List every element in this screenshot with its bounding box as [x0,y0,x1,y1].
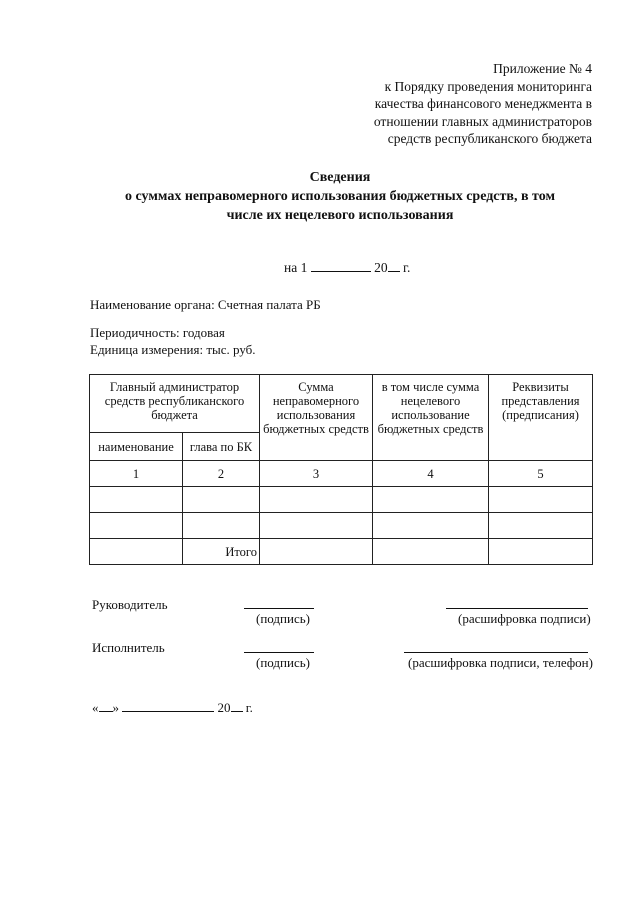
table-cell [489,539,593,565]
date-suffix: г. [402,260,411,275]
table-cell [260,539,373,565]
table-cell [90,487,183,513]
footer-date [92,699,253,716]
appendix-header [374,60,592,148]
table-cell [183,487,260,513]
column-number: 1 [90,461,183,487]
col-header-chapter: глава по БК [183,433,260,461]
head-signature-line [244,608,314,609]
executor-signature-caption: (подпись) [256,655,310,670]
executor-signature-line [244,652,314,653]
executor-decode-line [404,652,588,653]
organ-name: Наименование органа: Счетная палата РБ [90,297,321,312]
column-number: 2 [183,461,260,487]
appendix-line: средств республиканского бюджета [387,131,592,146]
col-header-name: наименование [90,433,183,461]
footer-suffix: г. [245,700,253,715]
table-row [90,487,593,513]
col-header-administrator: Главный администратор средств республиканского бюджета [90,375,260,433]
col-header-sum: Сумма неправомерного использования бюджетных средств [260,375,373,461]
quote-close: » [112,700,119,715]
date-prefix: на 1 [284,260,308,275]
date-year: 20 [374,260,388,275]
table-cell [183,513,260,539]
column-number: 5 [489,461,593,487]
table-cell [373,487,489,513]
executor-decode-caption: (расшифровка подписи, телефон) [408,655,593,670]
appendix-line: Приложение № 4 [493,61,592,76]
day-blank [99,699,113,712]
head-decode-caption: (расшифровка подписи) [458,611,591,626]
title-line: числе их нецелевого использования [226,208,454,223]
footer-year: 20 [217,700,231,715]
col-header-misuse: в том числе сумма нецелевого использование бюджетных средств [373,375,489,461]
footer-year-blank [231,699,243,712]
date-blank [311,259,371,272]
document-title [0,168,640,225]
executor-label: Исполнитель [92,640,165,655]
table-cell [260,487,373,513]
data-table [89,374,593,565]
head-signature-caption: (подпись) [256,611,310,626]
appendix-line: к Порядку проведения мониторинга [384,78,592,94]
table-cell [260,513,373,539]
quote-open: « [92,700,99,715]
total-row [90,539,593,565]
table-cell [373,513,489,539]
total-label: Итого [183,539,260,565]
column-number: 4 [373,461,489,487]
column-number: 3 [260,461,373,487]
title-line: Сведения [309,170,371,185]
report-date [284,259,410,276]
table-cell [489,513,593,539]
table-row [90,461,593,487]
head-label: Руководитель [92,597,168,612]
head-decode-line [446,608,588,609]
table-cell [90,513,183,539]
unit-of-measure: Единица измерения: тыс. руб. [90,342,256,357]
periodicity: Периодичность: годовая [90,325,225,340]
year-blank [388,259,400,272]
table-cell [489,487,593,513]
title-line: о суммах неправомерного использования бюджетных средств, в том [125,189,555,204]
table-row [90,513,593,539]
col-header-requisites: Реквизиты представления (предписания) [489,375,593,461]
table-cell [373,539,489,565]
appendix-line: отношении главных администраторов [373,113,592,129]
month-blank [122,699,214,712]
appendix-line: качества финансового менеджмента в [374,96,592,111]
table-cell [90,539,183,565]
